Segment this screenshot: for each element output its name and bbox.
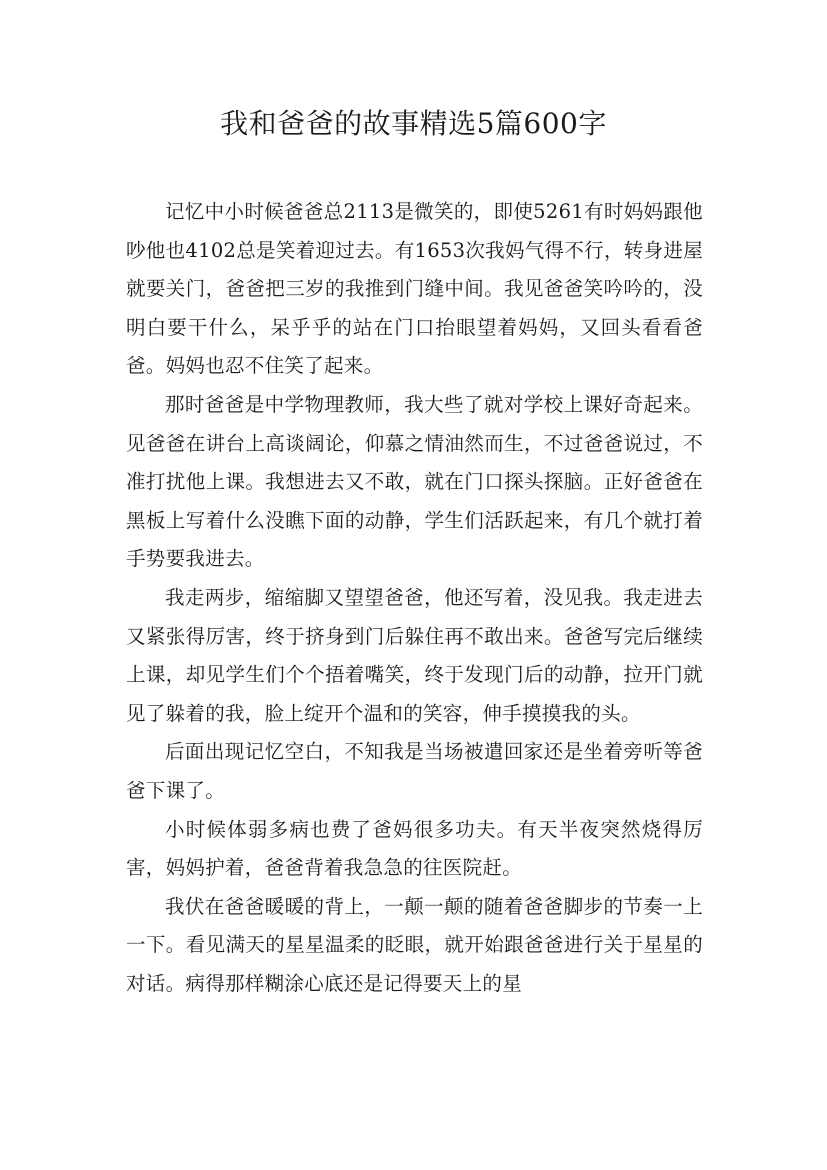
paragraph-3: 我走两步，缩缩脚又望望爸爸，他还写着，没见我。我走进去又紧张得厉害，终于挤身到门后躲住再不敢出来。爸爸写完后继续上课，却见学生们个个捂着嘴笑，终于发现门后的动静，拉开门就见了躲着的我，脸上绽开个温和的笑容，伸手摸摸我的头。 xyxy=(126,585,703,725)
document-title: 我和爸爸的故事精选5篇600字 xyxy=(220,107,607,140)
paragraph-5: 小时候体弱多病也费了爸妈很多功夫。有天半夜突然烧得厉害，妈妈护着，爸爸背着我急急的往医院赶。 xyxy=(126,817,703,880)
paragraph-6: 我伏在爸爸暖暖的背上，一颠一颠的随着爸爸脚步的节奏一上一下。看见满天的星星温柔的眨眼，就开始跟爸爸进行关于星星的对话。病得那样糊涂心底还是记得要天上的星 xyxy=(126,894,703,995)
paragraph-2: 那时爸爸是中学物理教师，我大些了就对学校上课好奇起来。见爸爸在讲台上高谈阔论，仰慕之情油然而生，不过爸爸说过，不准打扰他上课。我想进去又不敢，就在门口探头探脑。正好爸爸在黑板上写着什么没瞧下面的动静，学生们活跃起来，有几个就打着手势要我进去。 xyxy=(126,392,703,571)
paragraph-4: 后面出现记忆空白，不知我是当场被遣回家还是坐着旁听等爸爸下课了。 xyxy=(126,740,703,802)
document-body xyxy=(126,193,703,1003)
paragraph-1: 记忆中小时候爸爸总2113是微笑的，即使5261有时妈妈跟他吵他也4102总是笑着迎过去。有1653次我妈气得不行，转身进屋就要关门，爸爸把三岁的我推到门缝中间。我见爸爸笑吟吟的，没明白要干什么，呆乎乎的站在门口抬眼望着妈妈，又回头看看爸爸。妈妈也忍不住笑了起来。 xyxy=(126,200,703,378)
